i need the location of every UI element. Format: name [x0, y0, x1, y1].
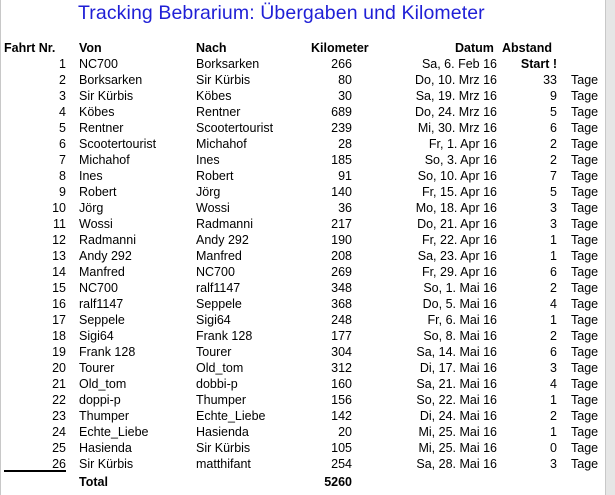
cell-abstand: 33 — [543, 73, 557, 87]
cell-von: Echte_Liebe — [79, 425, 149, 439]
table-row — [0, 424, 605, 440]
cell-nach: Jörg — [196, 185, 221, 199]
cell-nach: Seppele — [196, 297, 242, 311]
cell-von: Ines — [79, 169, 103, 183]
cell-von: Thumper — [79, 409, 130, 423]
cell-tage: Tage — [571, 361, 599, 375]
table-header — [0, 40, 605, 56]
cell-km: 269 — [331, 265, 352, 279]
cell-tage: Tage — [571, 393, 599, 407]
header-kilometer: Kilometer — [311, 41, 369, 55]
cell-nach: Köbes — [196, 89, 232, 103]
total-label: Total — [79, 475, 108, 489]
cell-tage: Tage — [571, 249, 599, 263]
table-row — [0, 136, 605, 152]
cell-nr: 12 — [52, 233, 66, 247]
cell-nach: dobbi-p — [196, 377, 238, 391]
cell-abstand: 1 — [550, 233, 557, 247]
cell-nach: matthifant — [196, 457, 251, 471]
cell-nach: Wossi — [196, 201, 230, 215]
cell-nr: 3 — [59, 89, 66, 103]
cell-tage: Tage — [571, 233, 599, 247]
cell-von: Robert — [79, 185, 117, 199]
cell-von: Andy 292 — [79, 249, 132, 263]
cell-km: 208 — [331, 249, 352, 263]
cell-von: Seppele — [79, 313, 125, 327]
cell-abstand: 1 — [550, 393, 557, 407]
cell-km: 80 — [338, 73, 352, 87]
cell-nach: Andy 292 — [196, 233, 249, 247]
cell-abstand: 7 — [550, 169, 557, 183]
cell-von: Sigi64 — [79, 329, 114, 343]
cell-datum: Do, 5. Mai 16 — [422, 297, 497, 311]
table-row — [0, 280, 605, 296]
cell-nach: Michahof — [196, 137, 247, 151]
cell-von: ralf1147 — [79, 297, 124, 311]
cell-tage: Tage — [571, 73, 599, 87]
cell-datum: Fr, 15. Apr 16 — [421, 185, 497, 199]
cell-datum: Mi, 25. Mai 16 — [418, 441, 497, 455]
cell-datum: So, 22. Mai 16 — [416, 393, 497, 407]
cell-abstand: 2 — [550, 153, 557, 167]
table-row — [0, 456, 605, 472]
cell-datum: Sa, 21. Mai 16 — [416, 377, 497, 391]
cell-tage: Tage — [571, 89, 599, 103]
cell-km: 28 — [338, 137, 352, 151]
cell-tage: Tage — [571, 185, 599, 199]
header-von: Von — [79, 41, 102, 55]
cell-nach: ralf1147 — [196, 281, 241, 295]
cell-nach: Sir Kürbis — [196, 73, 251, 87]
cell-abstand: 4 — [550, 297, 557, 311]
table-row — [0, 120, 605, 136]
cell-datum: Fr, 1. Apr 16 — [428, 137, 497, 151]
cell-tage: Tage — [571, 137, 599, 151]
cell-nr: 18 — [52, 329, 66, 343]
cell-abstand: 1 — [550, 313, 557, 327]
cell-datum: So, 1. Mai 16 — [423, 281, 497, 295]
cell-von: Radmanni — [79, 233, 136, 247]
cell-datum: Sa, 6. Feb 16 — [421, 57, 497, 71]
cell-von: NC700 — [79, 57, 118, 71]
cell-tage: Tage — [571, 153, 599, 167]
cell-datum: Di, 17. Mai 16 — [419, 361, 497, 375]
table-row — [0, 72, 605, 88]
table-row — [0, 104, 605, 120]
table-row — [0, 376, 605, 392]
cell-datum: Fr, 22. Apr 16 — [421, 233, 497, 247]
table-row — [0, 152, 605, 168]
cell-von: Rentner — [79, 121, 124, 135]
cell-abstand: 2 — [550, 329, 557, 343]
cell-km: 348 — [331, 281, 352, 295]
cell-abstand: 6 — [550, 265, 557, 279]
table-row — [0, 88, 605, 104]
table-row — [0, 200, 605, 216]
cell-von: Old_tom — [79, 377, 127, 391]
cell-km: 36 — [338, 201, 352, 215]
cell-km: 177 — [331, 329, 352, 343]
cell-von: Michahof — [79, 153, 130, 167]
cell-nr: 4 — [59, 105, 66, 119]
cell-nr: 9 — [59, 185, 66, 199]
cell-nach: Manfred — [196, 249, 242, 263]
cell-nr: 13 — [52, 249, 66, 263]
cell-datum: Sa, 28. Mai 16 — [416, 457, 497, 471]
cell-von: Hasienda — [79, 441, 132, 455]
header-nach: Nach — [196, 41, 227, 55]
cell-nr: 19 — [52, 345, 66, 359]
cell-tage: Tage — [571, 345, 599, 359]
cell-von: Sir Kürbis — [79, 89, 134, 103]
cell-tage: Tage — [571, 281, 599, 295]
cell-tage: Tage — [571, 105, 599, 119]
table-row — [0, 56, 605, 72]
cell-nach: Radmanni — [196, 217, 253, 231]
grid-border-right — [605, 0, 615, 495]
table-row — [0, 392, 605, 408]
cell-nr: 6 — [59, 137, 66, 151]
cell-tage: Tage — [571, 297, 599, 311]
cell-tage: Tage — [571, 329, 599, 343]
cell-nr: 25 — [52, 441, 66, 455]
cell-nr: 24 — [52, 425, 66, 439]
cell-datum: Sa, 19. Mrz 16 — [415, 89, 497, 103]
cell-km: 140 — [331, 185, 352, 199]
cell-datum: Mi, 30. Mrz 16 — [417, 121, 497, 135]
cell-km: 30 — [338, 89, 352, 103]
cell-tage: Tage — [571, 169, 599, 183]
cell-tage: Tage — [571, 409, 599, 423]
cell-von: Frank 128 — [79, 345, 136, 359]
table-row — [0, 328, 605, 344]
cell-nach: Echte_Liebe — [196, 409, 266, 423]
cell-nach: Old_tom — [196, 361, 244, 375]
cell-abstand: 1 — [550, 425, 557, 439]
cell-tage: Tage — [571, 265, 599, 279]
cell-km: 368 — [331, 297, 352, 311]
table-row — [0, 216, 605, 232]
cell-abstand: 3 — [550, 201, 557, 215]
cell-nach: Sigi64 — [196, 313, 231, 327]
cell-datum: Do, 24. Mrz 16 — [415, 105, 497, 119]
cell-nr: 15 — [52, 281, 66, 295]
cell-nr: 5 — [59, 121, 66, 135]
cell-nr: 10 — [52, 201, 66, 215]
cell-tage: Tage — [571, 313, 599, 327]
header-fahrt-nr: Fahrt Nr. — [4, 41, 56, 55]
cell-von: NC700 — [79, 281, 118, 295]
cell-nr: 26 — [52, 457, 66, 471]
cell-km: 185 — [331, 153, 352, 167]
cell-von: Borksarken — [79, 73, 143, 87]
cell-von: Sir Kürbis — [79, 457, 134, 471]
total-row — [0, 474, 605, 490]
cell-datum: Mi, 25. Mai 16 — [418, 425, 497, 439]
cell-nr: 21 — [52, 377, 66, 391]
cell-nach: Frank 128 — [196, 329, 253, 343]
cell-datum: Do, 10. Mrz 16 — [415, 73, 497, 87]
cell-km: 190 — [331, 233, 352, 247]
cell-tage: Tage — [571, 377, 599, 391]
cell-abstand: 9 — [550, 89, 557, 103]
cell-nr: 7 — [59, 153, 66, 167]
header-abstand: Abstand — [502, 41, 552, 55]
cell-abstand: 6 — [550, 121, 557, 135]
cell-km: 248 — [331, 313, 352, 327]
cell-abstand: 2 — [550, 281, 557, 295]
cell-abstand: 4 — [550, 377, 557, 391]
cell-abstand: Start ! — [520, 57, 557, 71]
cell-abstand: 2 — [550, 409, 557, 423]
cell-abstand: 3 — [550, 457, 557, 471]
cell-nr: 16 — [52, 297, 66, 311]
cell-km: 254 — [331, 457, 352, 471]
cell-km: 304 — [331, 345, 352, 359]
cell-abstand: 6 — [550, 345, 557, 359]
cell-tage: Tage — [571, 441, 599, 455]
cell-von: Manfred — [79, 265, 125, 279]
cell-abstand: 2 — [550, 137, 557, 151]
cell-datum: Sa, 23. Apr 16 — [417, 249, 497, 263]
cell-km: 217 — [331, 217, 352, 231]
cell-nr: 22 — [52, 393, 66, 407]
cell-datum: Sa, 14. Mai 16 — [416, 345, 497, 359]
cell-abstand: 5 — [550, 185, 557, 199]
cell-km: 160 — [331, 377, 352, 391]
table-row — [0, 408, 605, 424]
cell-nach: Thumper — [196, 393, 247, 407]
cell-abstand: 1 — [550, 249, 557, 263]
cell-tage: Tage — [571, 425, 599, 439]
cell-datum: Fr, 6. Mai 16 — [427, 313, 497, 327]
cell-tage: Tage — [571, 457, 599, 471]
cell-datum: Mo, 18. Apr 16 — [415, 201, 497, 215]
cell-abstand: 5 — [550, 105, 557, 119]
table-row — [0, 248, 605, 264]
total-km: 5260 — [324, 475, 352, 489]
cell-von: doppi-p — [79, 393, 121, 407]
cell-nach: Borksarken — [196, 57, 260, 71]
cell-tage: Tage — [571, 201, 599, 215]
total-separator — [4, 470, 66, 472]
cell-nach: Scootertourist — [196, 121, 274, 135]
cell-nr: 1 — [59, 57, 66, 71]
cell-von: Jörg — [79, 201, 104, 215]
cell-nr: 14 — [52, 265, 66, 279]
cell-km: 689 — [331, 105, 352, 119]
table-row — [0, 440, 605, 456]
cell-datum: So, 3. Apr 16 — [424, 153, 497, 167]
cell-abstand: 3 — [550, 361, 557, 375]
cell-von: Wossi — [79, 217, 113, 231]
cell-von: Tourer — [79, 361, 115, 375]
cell-nach: Hasienda — [196, 425, 249, 439]
cell-datum: Di, 24. Mai 16 — [419, 409, 497, 423]
table-row — [0, 312, 605, 328]
cell-km: 266 — [331, 57, 352, 71]
cell-nach: Sir Kürbis — [196, 441, 251, 455]
cell-abstand: 0 — [550, 441, 557, 455]
table-row — [0, 232, 605, 248]
cell-datum: So, 10. Apr 16 — [417, 169, 497, 183]
cell-nach: Rentner — [196, 105, 241, 119]
cell-datum: So, 8. Mai 16 — [423, 329, 497, 343]
cell-nach: Tourer — [196, 345, 232, 359]
cell-km: 156 — [331, 393, 352, 407]
cell-datum: Do, 21. Apr 16 — [417, 217, 497, 231]
table-row — [0, 360, 605, 376]
table-row — [0, 296, 605, 312]
cell-nr: 8 — [59, 169, 66, 183]
cell-tage: Tage — [571, 217, 599, 231]
cell-nr: 20 — [52, 361, 66, 375]
cell-km: 312 — [331, 361, 352, 375]
cell-nr: 23 — [52, 409, 66, 423]
cell-nach: Robert — [196, 169, 234, 183]
header-datum: Datum — [455, 41, 494, 55]
cell-nr: 17 — [52, 313, 66, 327]
table-row — [0, 168, 605, 184]
cell-nach: Ines — [196, 153, 220, 167]
cell-tage: Tage — [571, 121, 599, 135]
cell-von: Scootertourist — [79, 137, 157, 151]
cell-km: 91 — [338, 169, 352, 183]
table-row — [0, 184, 605, 200]
cell-abstand: 3 — [550, 217, 557, 231]
cell-datum: Fr, 29. Apr 16 — [421, 265, 497, 279]
table-row — [0, 344, 605, 360]
cell-nr: 11 — [53, 217, 66, 231]
cell-km: 142 — [331, 409, 352, 423]
cell-nach: NC700 — [196, 265, 235, 279]
cell-km: 20 — [338, 425, 352, 439]
sheet-title: Tracking Bebrarium: Übergaben und Kilometer — [78, 2, 485, 24]
cell-von: Köbes — [79, 105, 115, 119]
cell-km: 239 — [331, 121, 352, 135]
cell-km: 105 — [331, 441, 352, 455]
table-row — [0, 264, 605, 280]
cell-nr: 2 — [59, 73, 66, 87]
